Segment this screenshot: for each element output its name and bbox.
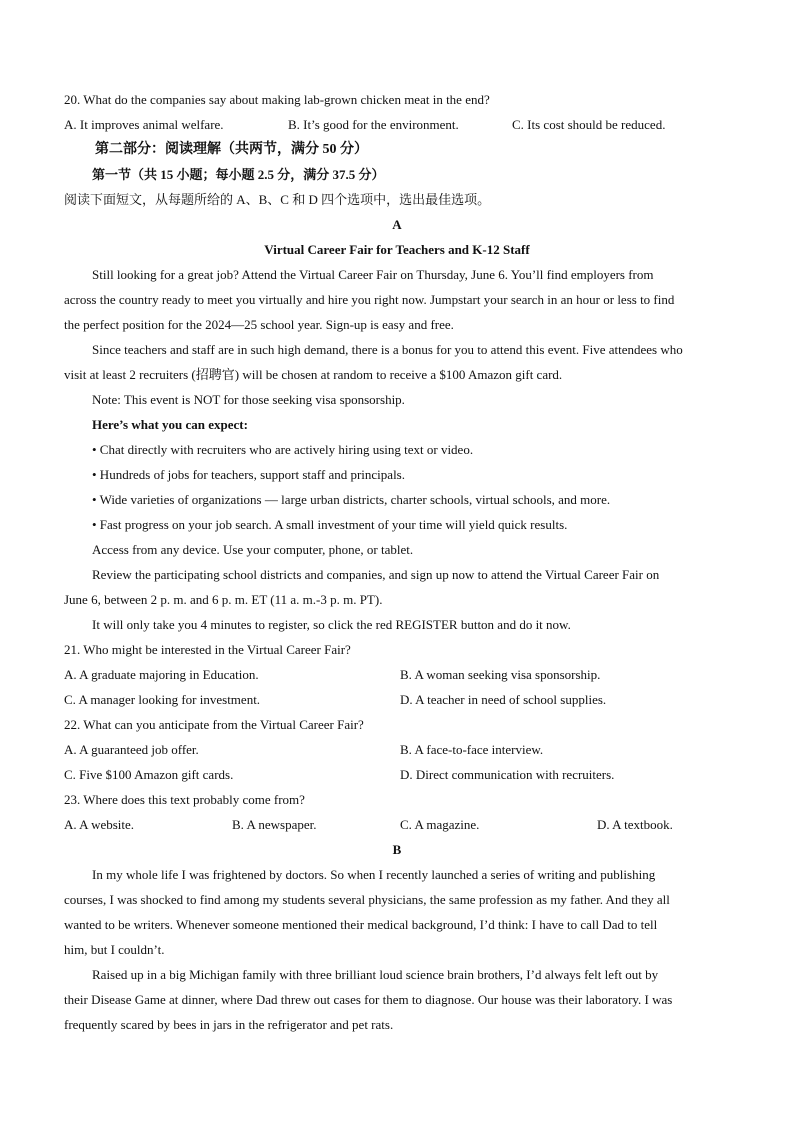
q21-option-b: B. A woman seeking visa sponsorship. bbox=[400, 667, 601, 682]
passage-a-line: the perfect position for the 2024—25 school year. Sign-up is easy and free. bbox=[64, 317, 454, 332]
q21-option-a: A. A graduate majoring in Education. bbox=[64, 667, 259, 682]
passage-a-bullet: • Wide varieties of organizations — large urban districts, charter schools, virtual schools, and more. bbox=[92, 492, 611, 507]
q22-option-c: C. Five $100 Amazon gift cards. bbox=[64, 767, 234, 782]
part-two-heading: 第二部分：阅读理解（共两节，满分 50 分） bbox=[95, 142, 368, 157]
q23-question: 23. Where does this text probably come from? bbox=[64, 792, 305, 807]
passage-a-expect-heading: Here’s what you can expect: bbox=[92, 417, 248, 432]
q20-question: 20. What do the companies say about making lab-grown chicken meat in the end? bbox=[64, 92, 490, 107]
passage-a-bullet: • Chat directly with recruiters who are actively hiring using text or video. bbox=[92, 442, 474, 457]
passage-a-line: Review the participating school districts and companies, and sign up now to attend the Virtual Career Fair on bbox=[92, 567, 660, 582]
passage-b-line: In my whole life I was frightened by doctors. So when I recently launched a series of writing and publishing bbox=[92, 867, 656, 882]
passage-a-bullet: • Fast progress on your job search. A small investment of your time will yield quick results. bbox=[92, 517, 568, 532]
passage-b-letter: B bbox=[392, 842, 402, 857]
q22-question: 22. What can you anticipate from the Virtual Career Fair? bbox=[64, 717, 364, 732]
q22-option-b: B. A face-to-face interview. bbox=[400, 742, 544, 757]
passage-a-title: Virtual Career Fair for Teachers and K-12 Staff bbox=[264, 242, 530, 257]
passage-a-line: Since teachers and staff are in such high demand, there is a bonus for you to attend this event. Five attendees who bbox=[92, 342, 683, 357]
passage-b-line: their Disease Game at dinner, where Dad threw out cases for them to diagnose. Our house was their laboratory. I was bbox=[64, 992, 673, 1007]
passage-b-line: Raised up in a big Michigan family with three brilliant loud science brain brothers, I’d always felt left out by bbox=[92, 967, 659, 982]
q22-option-d: D. Direct communication with recruiters. bbox=[400, 767, 615, 782]
q21-option-d: D. A teacher in need of school supplies. bbox=[400, 692, 607, 707]
passage-a-line: Still looking for a great job? Attend the Virtual Career Fair on Thursday, June 6. You’ll find employers from bbox=[92, 267, 654, 282]
q21-question: 21. Who might be interested in the Virtual Career Fair? bbox=[64, 642, 351, 657]
q20-option-a: A. It improves animal welfare. bbox=[64, 117, 224, 132]
passage-b-line: courses, I was shocked to find among my students several physicians, the same profession as my father. And they all bbox=[64, 892, 670, 907]
q23-option-b: B. A newspaper. bbox=[232, 817, 317, 832]
q23-option-c: C. A magazine. bbox=[400, 817, 480, 832]
passage-a-letter: A bbox=[392, 217, 402, 232]
instructions: 阅读下面短文，从每题所给的 A、B、C 和 D 四个选项中，选出最佳选项。 bbox=[64, 192, 491, 207]
passage-a-line: It will only take you 4 minutes to register, so click the red REGISTER button and do it now. bbox=[92, 617, 571, 632]
passage-b-line: frequently scared by bees in jars in the refrigerator and pet rats. bbox=[64, 1017, 394, 1032]
q20-option-b: B. It’s good for the environment. bbox=[288, 117, 459, 132]
q23-option-d: D. A textbook. bbox=[597, 817, 673, 832]
q23-option-a: A. A website. bbox=[64, 817, 135, 832]
passage-a-note: Note: This event is NOT for those seeking visa sponsorship. bbox=[92, 392, 405, 407]
passage-a-line: across the country ready to meet you virtually and hire you right now. Jumpstart your search in an hour or less to find bbox=[64, 292, 675, 307]
q21-option-c: C. A manager looking for investment. bbox=[64, 692, 261, 707]
section-one-heading: 第一节（共 15 小题；每小题 2.5 分，满分 37.5 分） bbox=[92, 167, 385, 182]
passage-b-line: him, but I couldn’t. bbox=[64, 942, 165, 957]
passage-a-line: June 6, between 2 p. m. and 6 p. m. ET (11 a. m.-3 p. m. PT). bbox=[64, 592, 383, 607]
passage-b-line: wanted to be writers. Whenever someone mentioned their medical background, I’d think: I have to call Dad to tell bbox=[64, 917, 658, 932]
passage-a-line: visit at least 2 recruiters (招聘官) will be chosen at random to receive a $100 Amazon gift card. bbox=[64, 367, 563, 382]
q22-option-a: A. A guaranteed job offer. bbox=[64, 742, 199, 757]
passage-a-line: Access from any device. Use your computer, phone, or tablet. bbox=[92, 542, 414, 557]
passage-a-bullet: • Hundreds of jobs for teachers, support staff and principals. bbox=[92, 467, 405, 482]
q20-option-c: C. Its cost should be reduced. bbox=[512, 117, 666, 132]
